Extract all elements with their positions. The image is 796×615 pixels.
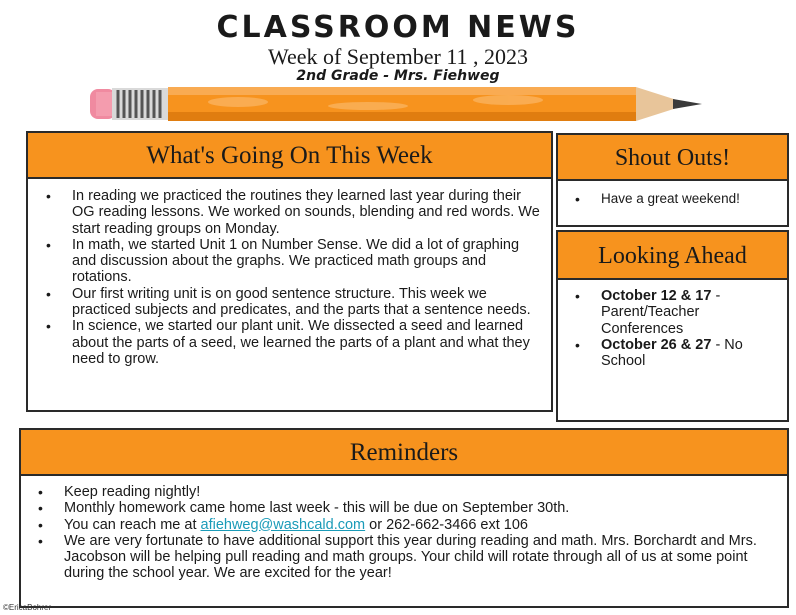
list-item: • In science, we started our plant unit. We dissected a seed and learned about the parts of a seed, we learned the parts of a plant and what they need to grow.	[72, 318, 541, 367]
looking-ahead-list	[558, 280, 787, 369]
email-link[interactable]: afiehweg@washcald.com	[200, 516, 366, 533]
event-date: October 12 & 17	[601, 288, 712, 304]
list-item: • Have a great weekend!	[601, 191, 781, 207]
shout-outs-list	[558, 181, 787, 207]
newsletter-title: CLASSROOM NEWS	[216, 10, 580, 45]
list-item	[601, 337, 779, 370]
list-item: • Keep reading nightly!	[64, 484, 777, 500]
shout-outs-heading: Shout Outs!	[558, 135, 787, 181]
list-item: • Monthly homework came home last week - this will be due on September 30th.	[64, 500, 777, 516]
grade-teacher: 2nd Grade - Mrs. Fiehweg	[296, 68, 500, 84]
phone-text: or 262-662-3466 ext 106	[365, 516, 528, 533]
list-item	[64, 517, 777, 533]
contact-text: You can reach me at	[64, 516, 201, 533]
weekly-summary-heading: What's Going On This Week	[28, 133, 551, 179]
week-of-date: Week of September 11 , 2023	[267, 44, 529, 69]
looking-ahead-panel	[556, 230, 789, 422]
reminders-heading: Reminders	[21, 430, 787, 476]
pencil-icon	[88, 84, 708, 126]
list-item: • We are very fortunate to have additional support this year during reading and math. Mrs. Borchardt and Mrs. Jacobson will be helping pull reading and math groups. Your child will rotate through all of us at some point during the school year. We are excited for the year!	[64, 533, 777, 582]
event-date: October 26 & 27	[601, 336, 712, 353]
list-item: • In reading we practiced the routines they learned last year during their OG reading lessons. We worked on sounds, blending and red words. We start reading groups on Monday.	[72, 188, 541, 237]
list-item: • In math, we started Unit 1 on Number Sense. We did a lot of graphing and discussion about the graphs. We practiced math groups and rotations.	[72, 237, 541, 286]
list-item	[601, 288, 779, 337]
weekly-summary-panel	[26, 131, 553, 412]
event-text: - No School	[601, 336, 743, 370]
shout-outs-panel	[556, 133, 789, 227]
list-item: • Our first writing unit is on good sentence structure. This week we practiced subjects and predicates, and the parts that a sentence needs.	[72, 286, 541, 319]
event-text: - Parent/Teacher Conferences	[601, 288, 721, 337]
weekly-summary-list	[28, 179, 551, 367]
copyright-credit: ©EricaBohrer	[3, 603, 52, 612]
looking-ahead-heading: Looking Ahead	[558, 232, 787, 280]
reminders-list	[21, 476, 787, 582]
reminders-panel	[19, 428, 789, 608]
